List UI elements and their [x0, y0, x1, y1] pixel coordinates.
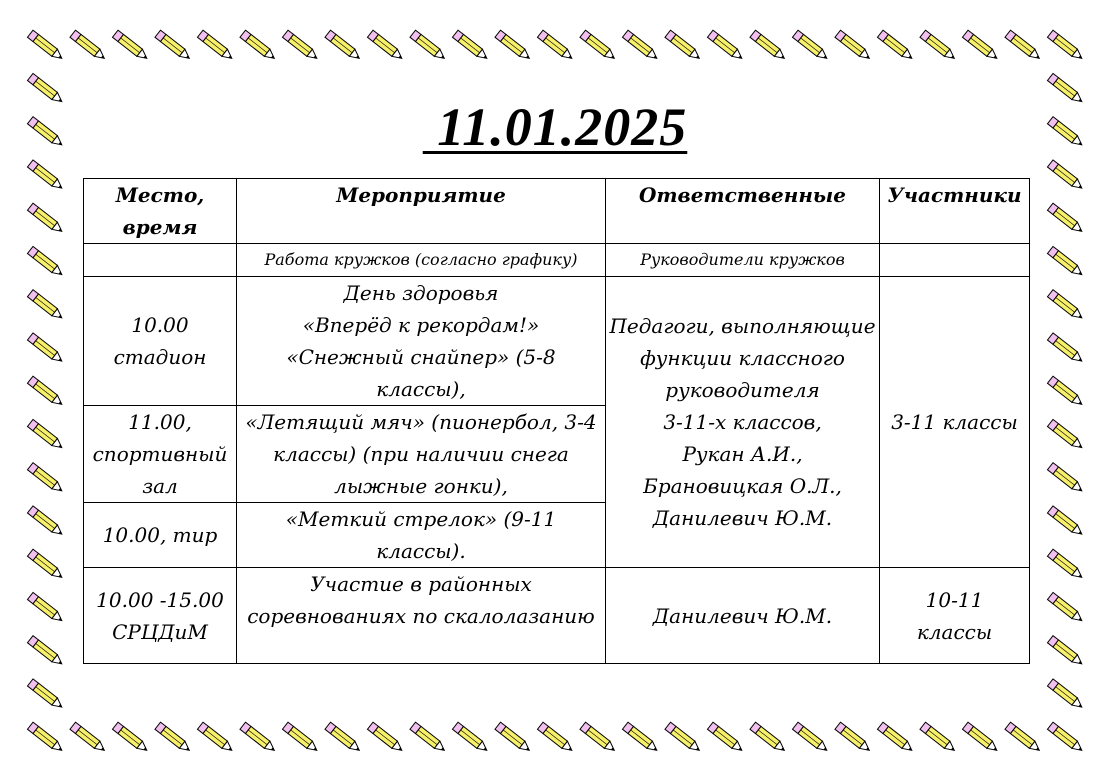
- pencil-icon: [155, 722, 192, 754]
- table-header-row: [84, 179, 1030, 244]
- header-event: Мероприятие: [237, 179, 606, 244]
- pencil-icon: [367, 30, 404, 62]
- header-responsible: Ответственные: [606, 179, 880, 244]
- pencil-icon: [27, 246, 64, 278]
- pencil-icon: [27, 679, 64, 711]
- pencil-icon: [665, 722, 702, 754]
- pencil-icon: [70, 722, 107, 754]
- header-participants: Участники: [880, 179, 1030, 244]
- pencil-icon: [920, 30, 957, 62]
- pencil-icon: [1047, 160, 1084, 192]
- pencil-icon: [877, 30, 914, 62]
- pencil-icon: [537, 722, 574, 754]
- participants-line: 10-11: [925, 587, 984, 612]
- pencil-icon: [495, 722, 532, 754]
- responsible-line: Рукан А.И.,: [682, 442, 803, 466]
- pencil-icon: [707, 30, 744, 62]
- page-title: [0, 92, 1110, 162]
- pencil-icon: [27, 636, 64, 668]
- pencil-icon: [495, 30, 532, 62]
- cell-responsible: Руководители кружков: [606, 244, 880, 277]
- pencil-icon: [1047, 549, 1084, 581]
- event-line: Участие в районных: [310, 572, 532, 596]
- cell-place: 10.00, тир: [84, 503, 237, 568]
- pencil-icon: [410, 722, 447, 754]
- pencil-icon: [452, 30, 489, 62]
- cell-place: [84, 406, 237, 503]
- cell-place: [84, 244, 237, 277]
- cell-event: Работа кружков (согласно графику): [237, 244, 606, 277]
- pencil-icon: [750, 722, 787, 754]
- place-time: 10.00 -15.00: [96, 587, 224, 612]
- place-location: стадион: [113, 345, 207, 369]
- pencil-icon: [325, 30, 362, 62]
- pencil-icon: [27, 376, 64, 408]
- cell-place: [84, 277, 237, 406]
- pencil-icon: [707, 722, 744, 754]
- pencil-icon: [665, 30, 702, 62]
- pencil-icon: [452, 722, 489, 754]
- pencil-icon: [962, 30, 999, 62]
- date-title: 11.01.2025: [422, 97, 688, 157]
- pencil-icon: [962, 722, 999, 754]
- pencil-icon: [1047, 333, 1084, 365]
- place-time: 11.00,: [128, 410, 192, 434]
- pencil-icon: [1047, 506, 1084, 538]
- pencil-icon: [27, 160, 64, 192]
- pencil-icon: [240, 30, 277, 62]
- pencil-icon: [835, 722, 872, 754]
- pencil-icon: [1047, 30, 1084, 62]
- event-line: День здоровья: [343, 281, 499, 305]
- pencil-icon: [622, 722, 659, 754]
- schedule-table: [83, 178, 1030, 664]
- header-place: Место, время: [84, 179, 237, 244]
- pencil-icon: [877, 722, 914, 754]
- table-row: [84, 277, 1030, 406]
- cell-participants-shared: 3-11 классы: [880, 277, 1030, 568]
- cell-place: [84, 568, 237, 664]
- pencil-icon: [27, 506, 64, 538]
- cell-event: «Летящий мяч» (пионербол, 3-4 классы) (при наличии снега лыжные гонки),: [237, 406, 606, 503]
- pencil-icon: [325, 722, 362, 754]
- pencil-icon: [27, 30, 64, 62]
- pencil-icon: [1047, 203, 1084, 235]
- pencil-icon: [1047, 679, 1084, 711]
- event-line: «Снежный снайпер» (5-8 классы),: [286, 345, 556, 401]
- pencil-icon: [580, 30, 617, 62]
- pencil-icon: [410, 30, 447, 62]
- pencil-icon: [1047, 722, 1084, 754]
- pencil-icon: [27, 592, 64, 624]
- pencil-icon: [27, 203, 64, 235]
- responsible-line: 3-11-х классов,: [663, 410, 822, 434]
- place-location: спортивный зал: [92, 442, 228, 498]
- pencil-icon: [750, 30, 787, 62]
- event-line: соревнованиях по скалолазанию: [247, 604, 595, 628]
- pencil-icon: [1005, 722, 1042, 754]
- place-location: СРЦДиМ: [112, 619, 208, 644]
- place-time: 10.00: [131, 313, 189, 337]
- pencil-icon: [27, 333, 64, 365]
- table-row: [84, 244, 1030, 277]
- pencil-icon: [27, 290, 64, 322]
- pencil-icon: [1047, 376, 1084, 408]
- table-row: [84, 568, 1030, 664]
- cell-responsible: Данилевич Ю.М.: [606, 568, 880, 664]
- cell-event: [237, 568, 606, 664]
- responsible-line: руководителя: [665, 378, 820, 402]
- pencil-icon: [70, 30, 107, 62]
- pencil-icon: [282, 722, 319, 754]
- pencil-icon: [1047, 463, 1084, 495]
- pencil-icon: [537, 30, 574, 62]
- cell-responsible-shared: [606, 277, 880, 568]
- pencil-icon: [1005, 30, 1042, 62]
- pencil-icon: [155, 30, 192, 62]
- pencil-icon: [792, 722, 829, 754]
- pencil-icon: [622, 30, 659, 62]
- pencil-icon: [1047, 636, 1084, 668]
- pencil-icon: [240, 722, 277, 754]
- pencil-icon: [1047, 419, 1084, 451]
- pencil-icon: [197, 30, 234, 62]
- pencil-icon: [197, 722, 234, 754]
- responsible-line: Брановицкая О.Л.,: [643, 474, 842, 498]
- cell-participants: [880, 244, 1030, 277]
- pencil-icon: [27, 722, 64, 754]
- pencil-icon: [112, 30, 149, 62]
- pencil-icon: [835, 30, 872, 62]
- pencil-icon: [112, 722, 149, 754]
- pencil-icon: [27, 549, 64, 581]
- pencil-icon: [1047, 290, 1084, 322]
- pencil-icon: [1047, 592, 1084, 624]
- event-line: «Вперёд к рекордам!»: [302, 313, 540, 337]
- responsible-line: Данилевич Ю.М.: [652, 506, 833, 530]
- pencil-icon: [792, 30, 829, 62]
- pencil-icon: [920, 722, 957, 754]
- pencil-icon: [1047, 246, 1084, 278]
- responsible-line: функции классного: [640, 346, 845, 370]
- cell-participants: [880, 568, 1030, 664]
- pencil-icon: [27, 463, 64, 495]
- responsible-line: Педагоги, выполняющие: [609, 314, 876, 338]
- pencil-icon: [282, 30, 319, 62]
- pencil-icon: [367, 722, 404, 754]
- pencil-icon: [27, 419, 64, 451]
- cell-event: [237, 277, 606, 406]
- pencil-icon: [580, 722, 617, 754]
- participants-line: классы: [916, 619, 993, 644]
- cell-event: «Меткий стрелок» (9-11 классы).: [237, 503, 606, 568]
